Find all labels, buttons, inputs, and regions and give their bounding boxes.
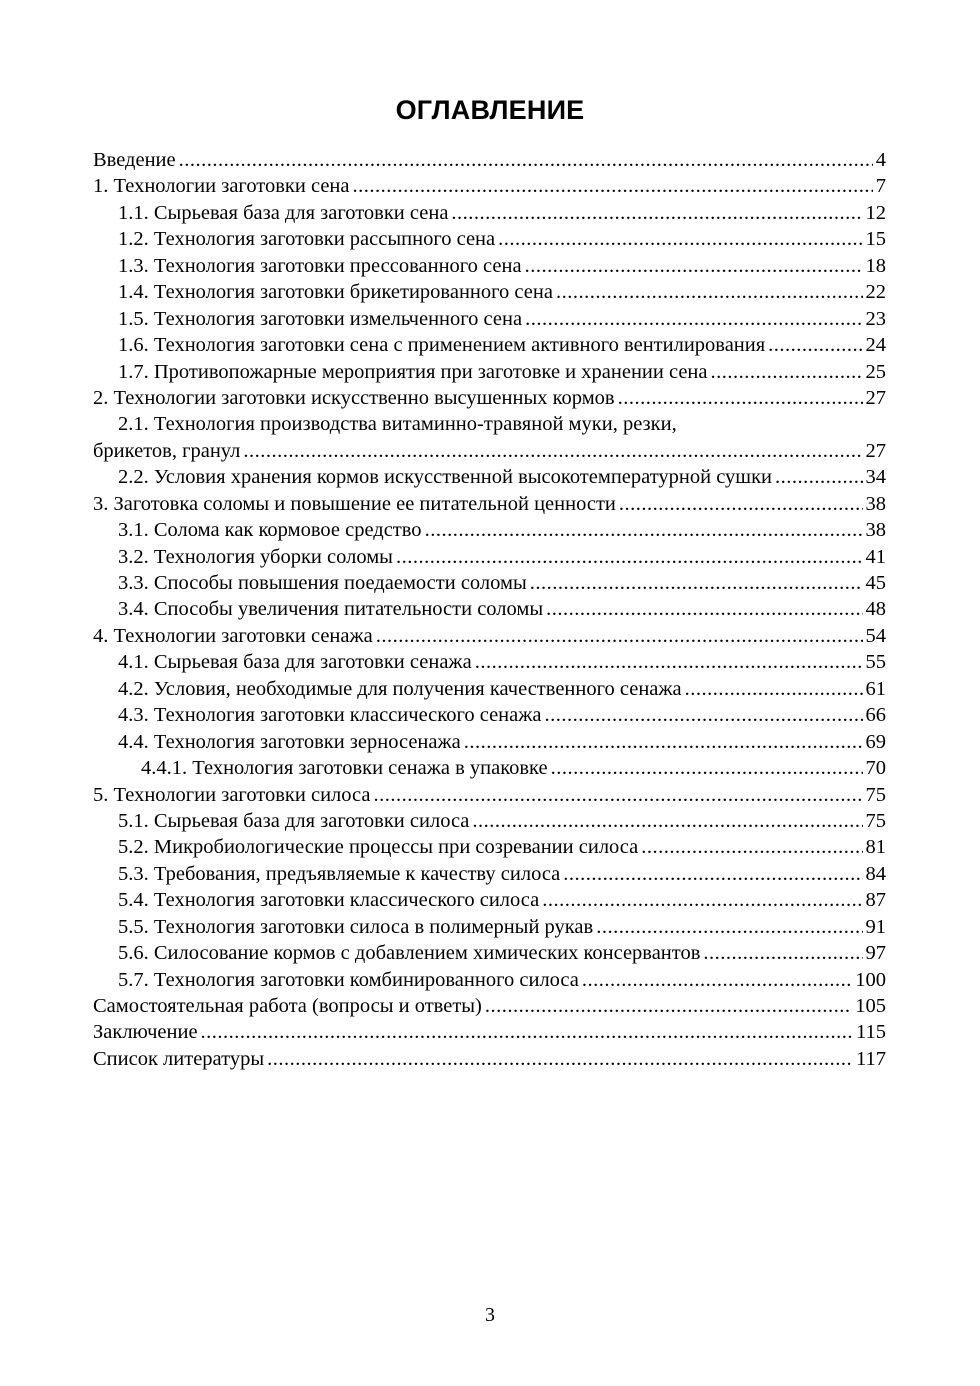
toc-entry-page: 45 bbox=[865, 572, 886, 594]
toc-entry-page: 48 bbox=[865, 598, 886, 621]
toc-entry[interactable] bbox=[93, 411, 886, 437]
toc-entry-page: 25 bbox=[865, 360, 886, 383]
dot-leader bbox=[376, 623, 863, 649]
page-title: ОГЛАВЛЕНИЕ bbox=[395, 95, 585, 125]
toc-entry-page: 87 bbox=[865, 889, 886, 912]
toc-entry-page: 75 bbox=[865, 783, 886, 806]
dot-leader bbox=[546, 596, 862, 622]
toc-entry[interactable] bbox=[93, 834, 886, 860]
dot-leader bbox=[396, 544, 863, 570]
toc-entry[interactable] bbox=[93, 544, 886, 570]
table-of-contents bbox=[93, 147, 886, 1072]
dot-leader bbox=[641, 834, 862, 860]
toc-entry-page: 27 bbox=[865, 386, 886, 409]
dot-leader bbox=[201, 1019, 853, 1045]
toc-entry[interactable] bbox=[93, 755, 886, 781]
toc-entry-label: 5.5. Технология заготовки силоса в полимерный рукав bbox=[118, 915, 594, 938]
dot-leader bbox=[525, 306, 862, 332]
toc-entry[interactable] bbox=[93, 306, 886, 332]
toc-entry[interactable] bbox=[93, 702, 886, 728]
toc-entry[interactable] bbox=[93, 782, 886, 808]
toc-entry-label: 2. Технологии заготовки искусственно высушенных кормов bbox=[93, 386, 615, 409]
toc-entry[interactable] bbox=[93, 729, 886, 755]
toc-entry[interactable] bbox=[93, 1046, 886, 1072]
dot-leader bbox=[464, 729, 863, 755]
toc-entry-label: 1.6. Технология заготовки сена с применением активного вентилирования bbox=[118, 334, 766, 357]
dot-leader bbox=[619, 491, 863, 517]
dot-leader bbox=[768, 332, 862, 358]
toc-entry-label: 5.1. Сырьевая база для заготовки силоса bbox=[118, 809, 470, 832]
toc-entry-page: 38 bbox=[865, 519, 886, 542]
toc-entry-page: 27 bbox=[865, 439, 886, 462]
toc-entry-page: 4 bbox=[875, 149, 886, 171]
dot-leader bbox=[703, 940, 862, 966]
toc-entry[interactable] bbox=[93, 570, 886, 596]
toc-entry[interactable] bbox=[93, 438, 886, 464]
toc-entry-label: 4.4. Технология заготовки зерносенажа bbox=[118, 730, 461, 753]
toc-entry-page: 12 bbox=[865, 201, 886, 224]
dot-leader bbox=[685, 676, 863, 702]
dot-leader bbox=[551, 755, 863, 781]
toc-entry-label: 3.1. Солома как кормовое средство bbox=[118, 519, 422, 542]
dot-leader bbox=[525, 253, 863, 279]
toc-entry-label: 3. Заготовка соломы и повышение ее питательной ценности bbox=[93, 492, 616, 515]
toc-entry[interactable] bbox=[93, 279, 886, 305]
toc-entry-label: 2.2. Условия хранения кормов искусственной высокотемпературной сушки bbox=[118, 466, 773, 489]
toc-entry-label: 1.4. Технология заготовки брикетированного сена bbox=[118, 281, 553, 304]
toc-entry-label: 1.2. Технология заготовки рассыпного сена bbox=[118, 228, 496, 251]
toc-entry-page: 7 bbox=[875, 175, 886, 198]
dot-leader bbox=[485, 993, 852, 1019]
toc-entry-label: 1.7. Противопожарные мероприятия при заготовке и хранении сена bbox=[118, 360, 708, 383]
toc-entry-label: 1.5. Технология заготовки измельченного сена bbox=[118, 307, 523, 330]
toc-entry-label: 1.1. Сырьевая база для заготовки сена bbox=[118, 201, 449, 224]
toc-entry-label: 5.6. Силосование кормов с добавлением химических консервантов bbox=[118, 942, 701, 965]
toc-entry[interactable] bbox=[93, 887, 886, 913]
toc-entry[interactable] bbox=[93, 623, 886, 649]
toc-entry-label: 2.1. Технология производства витаминно-травяной муки, резки, bbox=[118, 413, 677, 436]
toc-entry[interactable] bbox=[93, 1019, 886, 1045]
toc-entry-page: 55 bbox=[865, 651, 886, 674]
toc-entry-label: 5.7. Технология заготовки комбинированного силоса bbox=[118, 968, 579, 991]
toc-entry[interactable] bbox=[93, 649, 886, 675]
toc-entry-page: 69 bbox=[865, 730, 886, 753]
toc-entry-page: 34 bbox=[865, 466, 886, 489]
dot-leader bbox=[618, 385, 863, 411]
toc-entry-label: 5.4. Технология заготовки классического силоса bbox=[118, 889, 540, 912]
toc-entry-label: 3.4. Способы увеличения питательности соломы bbox=[118, 598, 544, 621]
toc-entry[interactable] bbox=[93, 464, 886, 490]
page-number: 3 bbox=[485, 1304, 495, 1326]
dot-leader bbox=[425, 517, 863, 543]
toc-entry[interactable] bbox=[93, 517, 886, 543]
toc-entry[interactable] bbox=[93, 359, 886, 385]
toc-entry-page: 41 bbox=[865, 545, 886, 568]
dot-leader bbox=[373, 782, 862, 808]
toc-entry[interactable] bbox=[93, 200, 886, 226]
toc-entry[interactable] bbox=[93, 385, 886, 411]
toc-entry-page: 84 bbox=[865, 862, 886, 885]
toc-entry[interactable] bbox=[93, 226, 886, 252]
toc-entry-label: 4.3. Технология заготовки классического сенажа bbox=[118, 704, 542, 727]
toc-entry-page: 22 bbox=[865, 281, 886, 304]
toc-entry-label: 4.4.1. Технология заготовки сенажа в упаковке bbox=[141, 757, 548, 780]
toc-entry-page: 91 bbox=[865, 915, 886, 938]
toc-entry[interactable] bbox=[93, 332, 886, 358]
toc-entry[interactable] bbox=[93, 596, 886, 622]
toc-entry-label: 5.2. Микробиологические процессы при созревании силоса bbox=[118, 836, 639, 859]
toc-entry[interactable] bbox=[93, 253, 886, 279]
toc-entry-label: Введение bbox=[93, 149, 176, 171]
dot-leader bbox=[475, 649, 863, 675]
toc-entry-page: 38 bbox=[865, 492, 886, 515]
dot-leader bbox=[545, 702, 863, 728]
toc-entry-page: 61 bbox=[865, 677, 886, 700]
dot-leader bbox=[179, 147, 873, 173]
toc-entry-label: Заключение bbox=[93, 1021, 198, 1044]
toc-entry-page: 97 bbox=[865, 942, 886, 965]
toc-entry-label: Самостоятельная работа (вопросы и ответы) bbox=[93, 995, 482, 1017]
toc-entry-page: 70 bbox=[865, 757, 886, 780]
toc-entry-label: 1.3. Технология заготовки прессованного сена bbox=[118, 254, 522, 277]
toc-entry[interactable] bbox=[93, 808, 886, 834]
toc-entry-label: 4. Технологии заготовки сенажа bbox=[93, 624, 373, 647]
toc-entry-label: 1. Технологии заготовки сена bbox=[93, 175, 350, 198]
toc-entry-page: 24 bbox=[865, 334, 886, 357]
dot-leader bbox=[582, 967, 852, 993]
toc-entry-page: 75 bbox=[865, 809, 886, 832]
dot-leader bbox=[711, 359, 863, 385]
toc-entry[interactable] bbox=[93, 491, 886, 517]
toc-entry-page: 81 bbox=[865, 836, 886, 859]
toc-entry-page: 115 bbox=[856, 1021, 886, 1044]
toc-entry-label: Список литературы bbox=[93, 1047, 265, 1070]
toc-entry[interactable] bbox=[93, 676, 886, 702]
toc-entry[interactable] bbox=[93, 914, 886, 940]
dot-leader bbox=[596, 914, 862, 940]
dot-leader bbox=[563, 861, 862, 887]
toc-entry-page: 117 bbox=[856, 1047, 886, 1070]
toc-entry[interactable] bbox=[93, 940, 886, 966]
toc-entry-label: 5.3. Требования, предъявляемые к качеству силоса bbox=[118, 862, 561, 885]
toc-entry-label: 5. Технологии заготовки силоса bbox=[93, 783, 371, 806]
toc-entry-page: 23 bbox=[865, 307, 886, 330]
toc-entry-page: 100 bbox=[855, 968, 886, 991]
dot-leader bbox=[530, 570, 863, 596]
dot-leader bbox=[775, 464, 862, 490]
toc-entry-label: 4.2. Условия, необходимые для получения качественного сенажа bbox=[118, 677, 682, 700]
toc-entry-label: 3.2. Технология уборки соломы bbox=[118, 545, 393, 568]
toc-entry-label: 4.1. Сырьевая база для заготовки сенажа bbox=[118, 651, 472, 674]
toc-entry-page: 54 bbox=[865, 624, 886, 647]
toc-entry[interactable] bbox=[93, 993, 886, 1019]
toc-entry-label: брикетов, гранул bbox=[93, 439, 241, 462]
dot-leader bbox=[556, 279, 863, 305]
toc-entry[interactable] bbox=[93, 173, 886, 199]
dot-leader bbox=[267, 1046, 853, 1072]
toc-entry-label: 3.3. Способы повышения поедаемости соломы bbox=[118, 572, 527, 594]
dot-leader bbox=[472, 808, 862, 834]
dot-leader bbox=[451, 200, 862, 226]
toc-entry[interactable] bbox=[93, 147, 886, 173]
toc-entry[interactable] bbox=[93, 967, 886, 993]
dot-leader bbox=[498, 226, 862, 252]
dot-leader bbox=[243, 438, 862, 464]
toc-entry[interactable] bbox=[93, 861, 886, 887]
dot-leader bbox=[542, 887, 862, 913]
toc-entry-page: 66 bbox=[865, 704, 886, 727]
toc-entry-page: 18 bbox=[865, 254, 886, 277]
toc-entry-page: 105 bbox=[855, 995, 886, 1017]
toc-entry-page: 15 bbox=[865, 228, 886, 251]
dot-leader bbox=[353, 173, 873, 199]
